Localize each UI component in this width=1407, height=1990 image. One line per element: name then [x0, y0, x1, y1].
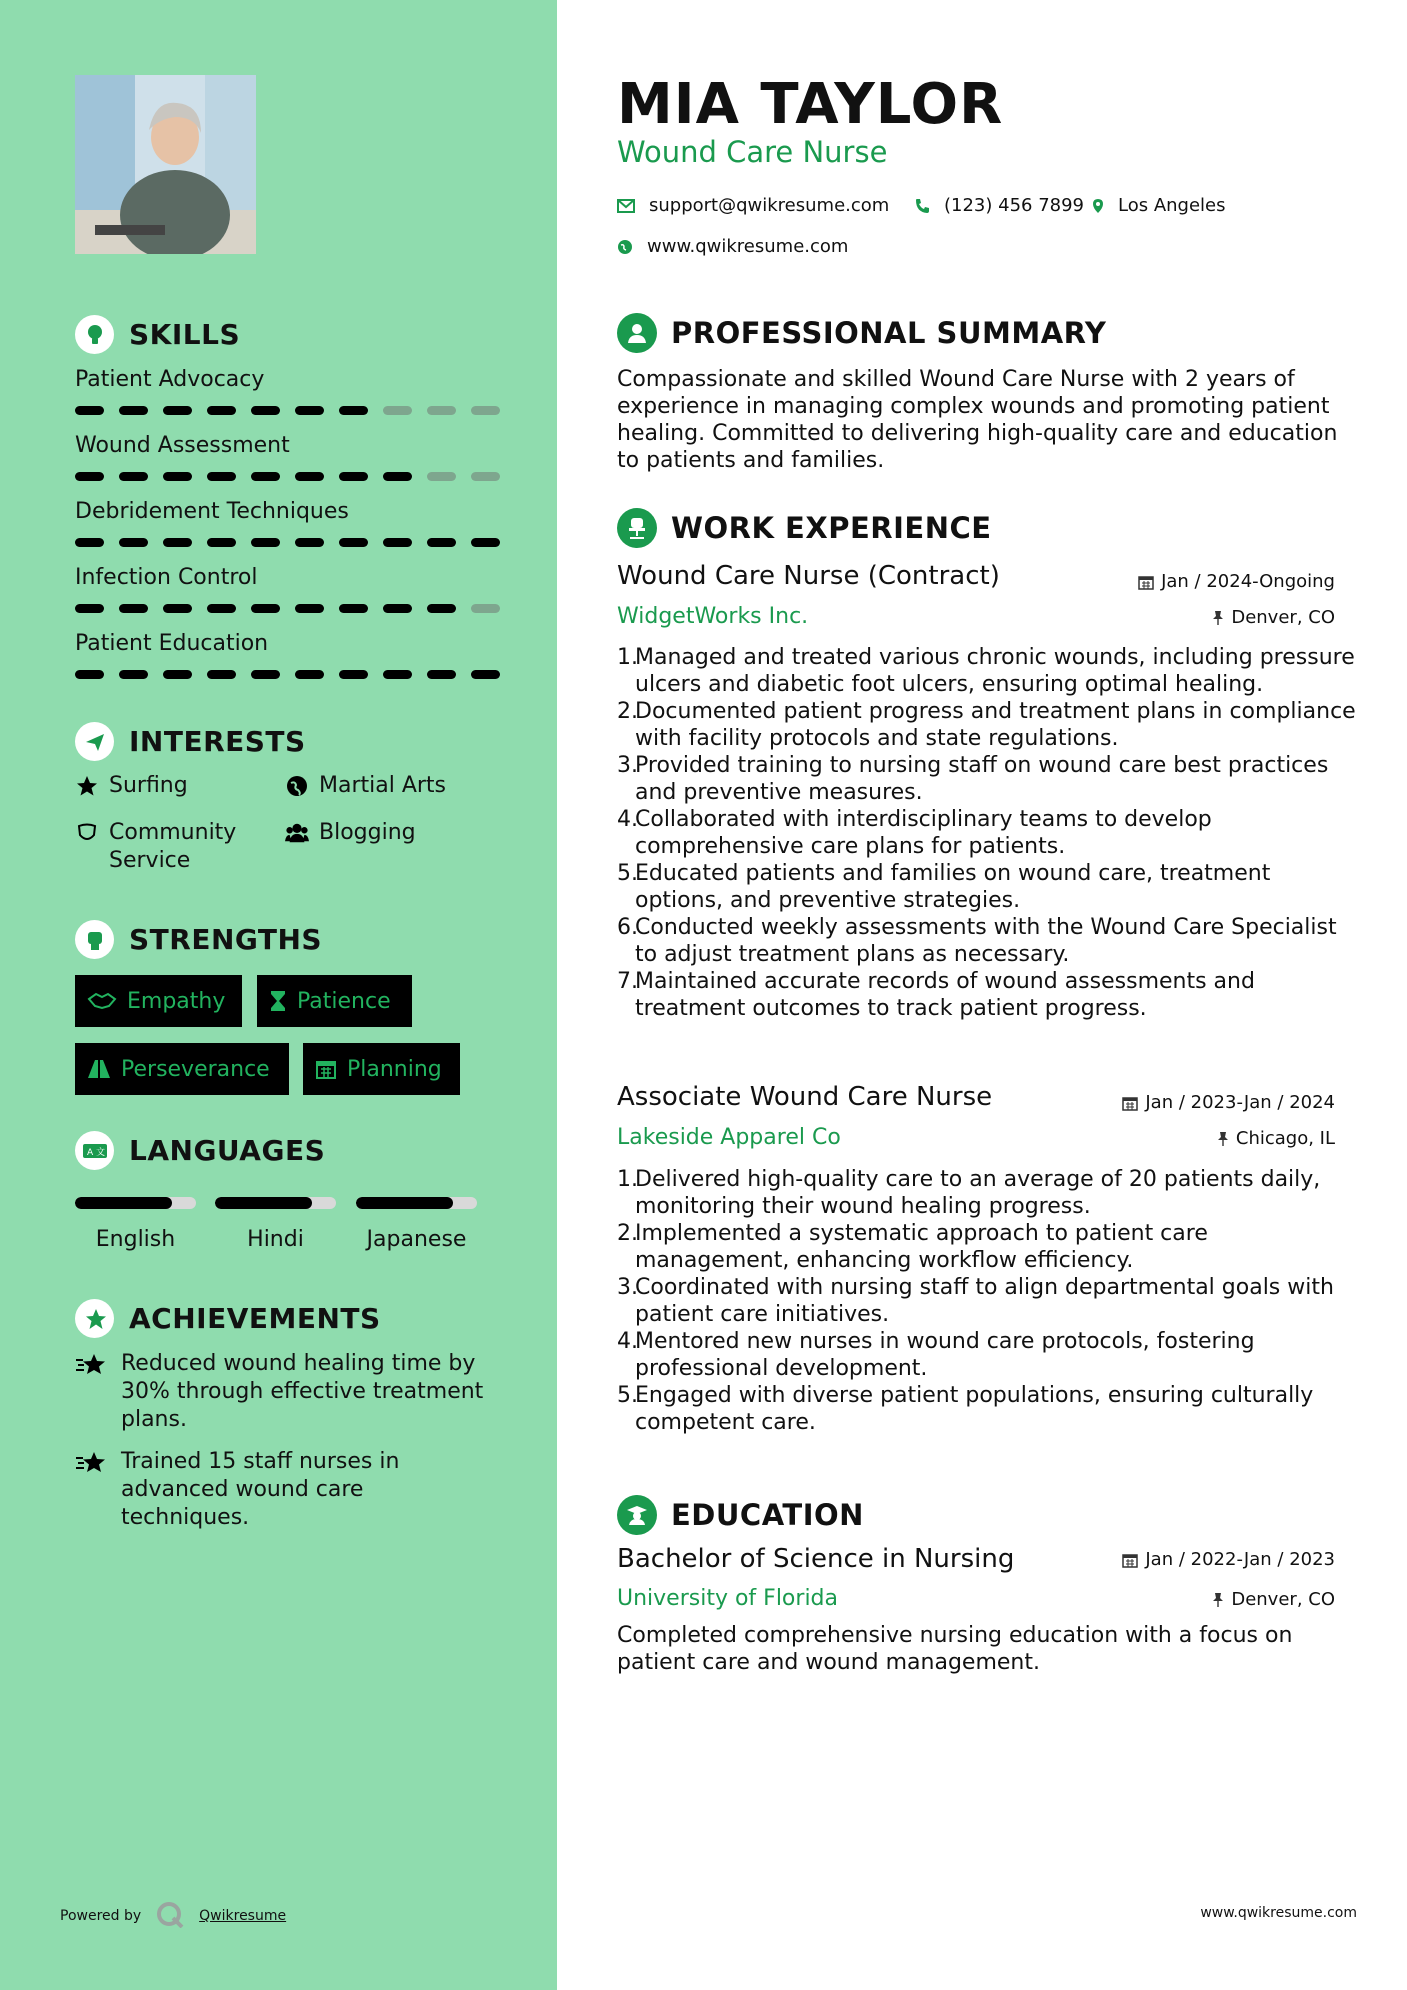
education-heading: [617, 1495, 864, 1535]
responsibility-item: [617, 1274, 1357, 1328]
list-number: 1.: [617, 1167, 638, 1192]
responsibility-text: Managed and treated various chronic wounds, including pressure ulcers and diabetic foot ulcers, ensuring optimal healing.: [635, 645, 1355, 697]
languages-heading: [75, 1131, 325, 1170]
education-location: [1212, 1589, 1335, 1610]
list-number: 2.: [617, 1221, 638, 1246]
summary-title: PROFESSIONAL SUMMARY: [671, 316, 1107, 350]
skill-segment-filled: [251, 670, 280, 679]
language-level-fill: [75, 1197, 172, 1209]
qwikresume-link[interactable]: Qwikresume: [199, 1908, 287, 1924]
interest-label: Surfing: [109, 773, 188, 798]
responsibility-item: [617, 806, 1357, 860]
school-name: University of Florida: [617, 1586, 838, 1611]
interest-item: [285, 819, 416, 847]
job-location: [1212, 607, 1335, 628]
responsibility-text: Coordinated with nursing staff to align departmental goals with patient care initiatives.: [635, 1275, 1334, 1327]
interest-item: [75, 772, 188, 800]
list-number: 7.: [617, 969, 638, 994]
skills-title: SKILLS: [129, 318, 241, 351]
svg-text:文: 文: [95, 1147, 105, 1158]
list-number: 3.: [617, 753, 638, 778]
job-location-text: Denver, CO: [1231, 607, 1335, 628]
profile-photo: [75, 75, 256, 254]
main-content: [557, 0, 1407, 1990]
language-level-bar: [215, 1197, 336, 1209]
responsibility-item: [617, 914, 1357, 968]
skill-segment-filled: [75, 472, 104, 481]
skill-segment-empty: [471, 604, 500, 613]
pushpin-icon: [1212, 610, 1224, 626]
office-chair-icon: [617, 508, 657, 548]
skill-segment-filled: [471, 670, 500, 679]
language-level-fill: [356, 1197, 453, 1209]
skill-name: Wound Assessment: [75, 433, 290, 458]
strength-label: Patience: [297, 988, 391, 1014]
skill-segment-filled: [295, 472, 324, 481]
map-pin-icon: [1092, 198, 1104, 214]
list-number: 5.: [617, 861, 638, 886]
fist-icon: [75, 920, 114, 959]
globe-icon: [285, 772, 309, 800]
skill-level-bar: [75, 604, 500, 613]
qwikresume-logo-icon: [155, 1900, 185, 1932]
summary-heading: [617, 313, 1106, 353]
skill-segment-filled: [207, 406, 236, 415]
star-icon: [75, 1350, 109, 1378]
degree-title: Bachelor of Science in Nursing: [617, 1544, 1015, 1574]
achievements-title: ACHIEVEMENTS: [129, 1302, 381, 1335]
strength-label: Empathy: [127, 988, 226, 1014]
strengths-title: STRENGTHS: [129, 923, 323, 956]
job-location-text: Chicago, IL: [1235, 1128, 1335, 1149]
graduate-icon: [617, 1495, 657, 1535]
skill-segment-filled: [163, 538, 192, 547]
language-name: English: [95, 1227, 176, 1252]
envelope-icon: [617, 199, 635, 213]
pushpin-icon: [1212, 1592, 1224, 1608]
road-icon: [87, 1059, 111, 1079]
calendar-icon: [1122, 1552, 1138, 1568]
skill-segment-filled: [251, 538, 280, 547]
strengths-heading: [75, 920, 322, 959]
job-dates: [1138, 571, 1335, 592]
experience-title: WORK EXPERIENCE: [671, 511, 992, 545]
skill-name: Patient Advocacy: [75, 367, 265, 392]
skill-segment-filled: [207, 670, 236, 679]
skill-segment-filled: [207, 538, 236, 547]
list-number: 5.: [617, 1383, 638, 1408]
job-title: Wound Care Nurse (Contract): [617, 561, 1000, 591]
skill-name: Patient Education: [75, 631, 269, 656]
skill-segment-filled: [339, 538, 368, 547]
calendar-icon: [1122, 1095, 1138, 1111]
responsibility-text: Implemented a systematic approach to patient care management, enhancing workflow efficiency.: [635, 1221, 1208, 1273]
skill-segment-filled: [295, 604, 324, 613]
star-icon: [75, 1448, 109, 1476]
education-text: Completed comprehensive nursing education with a focus on patient care and wound management.: [617, 1623, 1293, 1675]
responsibility-text: Delivered high-quality care to an average of 20 patients daily, monitoring their wound healing progress.: [635, 1167, 1321, 1219]
skill-segment-filled: [119, 670, 148, 679]
phone-text: (123) 456 7899: [944, 195, 1085, 216]
responsibility-text: Maintained accurate records of wound assessments and treatment outcomes to track patient progress.: [635, 969, 1255, 1021]
skill-segment-filled: [339, 472, 368, 481]
skill-segment-filled: [383, 670, 412, 679]
achievements-heading: [75, 1299, 381, 1338]
powered-by-text: Powered by: [60, 1908, 142, 1924]
job-dates: [1122, 1092, 1335, 1113]
responsibility-text: Engaged with diverse patient populations, ensuring culturally competent care.: [635, 1383, 1314, 1435]
skill-segment-filled: [75, 604, 104, 613]
candidate-role: Wound Care Nurse: [617, 135, 888, 169]
skill-segment-empty: [471, 472, 500, 481]
skill-name: Infection Control: [75, 565, 258, 590]
hourglass-icon: [269, 990, 287, 1012]
responsibility-item: [617, 860, 1357, 914]
language-name: Hindi: [247, 1227, 304, 1252]
responsibility-text: Provided training to nursing staff on wound care best practices and preventive measures.: [635, 753, 1329, 805]
contact-email[interactable]: [617, 195, 889, 216]
languages-title: LANGUAGES: [129, 1134, 326, 1167]
responsibility-item: [617, 1220, 1357, 1274]
interests-title: INTERESTS: [129, 725, 306, 758]
sidebar: [0, 0, 557, 1990]
strength-badge: [75, 1043, 289, 1095]
responsibility-item: [617, 1328, 1357, 1382]
skill-segment-filled: [339, 406, 368, 415]
strength-label: Planning: [347, 1056, 442, 1082]
skill-segment-filled: [163, 472, 192, 481]
company-name: Lakeside Apparel Co: [617, 1125, 841, 1150]
skill-level-bar: [75, 472, 500, 481]
translate-icon: [75, 1131, 114, 1170]
pushpin-icon: [1217, 1131, 1229, 1147]
contact-location: [1092, 195, 1226, 216]
education-dates-text: Jan / 2022-Jan / 2023: [1145, 1549, 1335, 1570]
skill-segment-filled: [471, 538, 500, 547]
interest-label: Martial Arts: [319, 773, 447, 798]
skills-heading: [75, 315, 240, 354]
responsibility-item: [617, 644, 1357, 698]
interest-item: [285, 772, 446, 800]
footer-url[interactable]: www.qwikresume.com: [1200, 1905, 1357, 1921]
interests-heading: [75, 722, 306, 761]
skill-segment-empty: [471, 406, 500, 415]
skill-segment-filled: [251, 472, 280, 481]
skill-segment-filled: [119, 406, 148, 415]
email-text: support@qwikresume.com: [649, 195, 890, 216]
list-number: 4.: [617, 1329, 638, 1354]
list-number: 2.: [617, 699, 638, 724]
language-level-bar: [356, 1197, 477, 1209]
phone-icon: [914, 198, 930, 214]
responsibility-text: Documented patient progress and treatment plans in compliance with facility protocols and state regulations.: [635, 699, 1356, 751]
skill-segment-filled: [427, 538, 456, 547]
education-title: EDUCATION: [671, 1498, 864, 1532]
strength-badge: [303, 1043, 460, 1095]
skill-segment-filled: [163, 604, 192, 613]
calendar-icon: [315, 1058, 337, 1080]
skill-segment-filled: [427, 670, 456, 679]
responsibility-text: Collaborated with interdisciplinary teams to develop comprehensive care plans for patients.: [635, 807, 1212, 859]
summary-text: Compassionate and skilled Wound Care Nurse with 2 years of experience in managing complex wounds and promoting patient healing. Committed to delivering high-quality care and education to patients and families.: [617, 367, 1338, 473]
skill-segment-filled: [75, 538, 104, 547]
job-title: Associate Wound Care Nurse: [617, 1082, 993, 1112]
calendar-icon: [1138, 574, 1154, 590]
interest-label: Community Service: [109, 820, 237, 873]
responsibility-item: [617, 698, 1357, 752]
skill-name: Debridement Techniques: [75, 499, 349, 524]
skill-segment-filled: [119, 604, 148, 613]
skill-segment-filled: [163, 406, 192, 415]
skill-segment-filled: [295, 670, 324, 679]
language-level-bar: [75, 1197, 196, 1209]
skill-segment-filled: [427, 604, 456, 613]
strength-badge: [257, 975, 412, 1027]
strength-badge: [75, 975, 242, 1027]
responsibility-item: [617, 752, 1357, 806]
skill-segment-filled: [207, 472, 236, 481]
job-dates-text: Jan / 2024-Ongoing: [1161, 571, 1335, 592]
skill-segment-filled: [119, 538, 148, 547]
list-number: 1.: [617, 645, 638, 670]
skill-segment-empty: [427, 406, 456, 415]
list-number: 3.: [617, 1275, 638, 1300]
skill-segment-filled: [295, 538, 324, 547]
skill-segment-filled: [295, 406, 324, 415]
job-responsibilities: [617, 1166, 1357, 1436]
skill-level-bar: [75, 538, 500, 547]
candidate-name: MIA TAYLOR: [617, 72, 1004, 137]
achievement-text: Reduced wound healing time by 30% through effective treatment plans.: [121, 1351, 484, 1432]
skill-segment-filled: [339, 670, 368, 679]
globe-icon: [617, 239, 633, 255]
paper-plane-icon: [75, 722, 114, 761]
strength-label: Perseverance: [121, 1056, 270, 1082]
handshake-icon: [87, 991, 117, 1011]
skill-segment-filled: [251, 604, 280, 613]
skill-segment-filled: [251, 406, 280, 415]
achievement-item: [75, 1448, 495, 1532]
list-number: 6.: [617, 915, 638, 940]
star-badge-icon: [75, 1299, 114, 1338]
job-dates-text: Jan / 2023-Jan / 2024: [1145, 1092, 1335, 1113]
responsibility-item: [617, 968, 1357, 1022]
skill-segment-filled: [207, 604, 236, 613]
skill-segment-empty: [383, 406, 412, 415]
shield-icon: [75, 819, 99, 847]
education-location-text: Denver, CO: [1231, 1589, 1335, 1610]
powered-by: [60, 1900, 286, 1932]
interest-label: Blogging: [319, 820, 416, 845]
skill-level-bar: [75, 406, 500, 415]
user-icon: [617, 313, 657, 353]
users-icon: [285, 819, 309, 847]
svg-text:A: A: [86, 1147, 93, 1158]
education-dates: [1122, 1549, 1335, 1570]
skill-segment-filled: [163, 670, 192, 679]
responsibility-item: [617, 1382, 1357, 1436]
contact-website[interactable]: [617, 236, 848, 257]
job-responsibilities: [617, 644, 1357, 1022]
language-name: Japanese: [366, 1227, 467, 1252]
skill-segment-filled: [383, 472, 412, 481]
achievement-text: Trained 15 staff nurses in advanced wound care techniques.: [121, 1449, 400, 1530]
location-text: Los Angeles: [1118, 195, 1226, 216]
skill-segment-filled: [119, 472, 148, 481]
responsibility-text: Educated patients and families on wound care, treatment options, and preventive strategies.: [635, 861, 1271, 913]
language-level-fill: [215, 1197, 312, 1209]
job-location: [1217, 1128, 1335, 1149]
skill-segment-filled: [383, 538, 412, 547]
website-text: www.qwikresume.com: [647, 236, 849, 257]
achievement-item: [75, 1350, 495, 1434]
experience-heading: [617, 508, 992, 548]
list-number: 4.: [617, 807, 638, 832]
contact-phone[interactable]: [914, 195, 1084, 216]
lightbulb-icon: [75, 315, 114, 354]
skill-segment-filled: [75, 670, 104, 679]
skill-segment-filled: [383, 604, 412, 613]
responsibility-text: Mentored new nurses in wound care protocols, fostering professional development.: [635, 1329, 1255, 1381]
responsibility-item: [617, 1166, 1357, 1220]
responsibility-text: Conducted weekly assessments with the Wound Care Specialist to adjust treatment plans as necessary.: [635, 915, 1337, 967]
star-icon: [75, 772, 99, 800]
skill-segment-empty: [427, 472, 456, 481]
skill-segment-filled: [339, 604, 368, 613]
interest-item: [75, 819, 250, 875]
skill-segment-filled: [75, 406, 104, 415]
company-name: WidgetWorks Inc.: [617, 604, 809, 629]
skill-level-bar: [75, 670, 500, 679]
